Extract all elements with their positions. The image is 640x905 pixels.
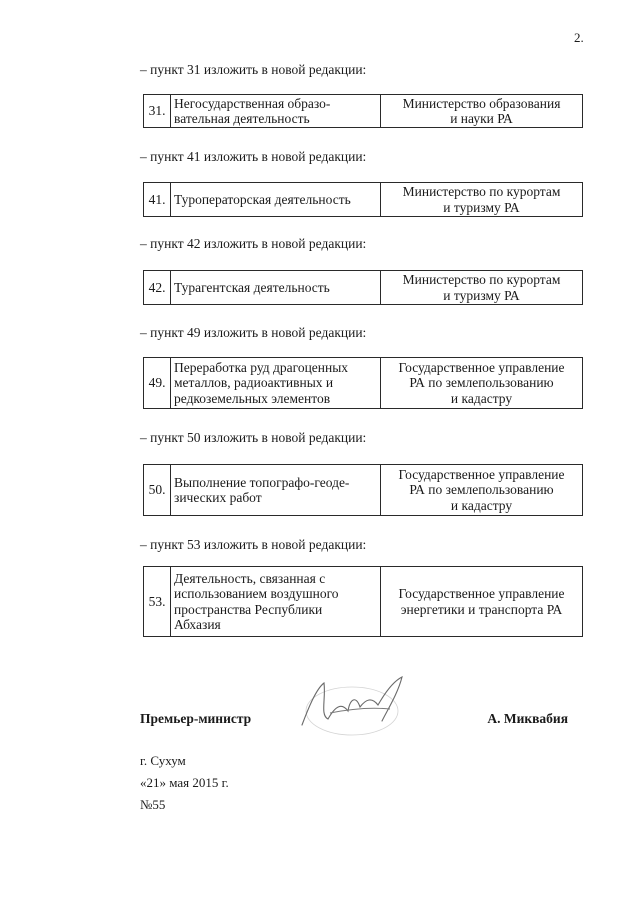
ministry-cell [381, 358, 583, 409]
amendment-intro: – пункт 50 изложить в новой редакции: [140, 430, 367, 445]
table-row [144, 183, 583, 217]
item-number: 53. [144, 567, 171, 637]
signature-block [140, 711, 580, 731]
activity-line: вательная деятельность [174, 111, 310, 126]
activity-line: зических работ [174, 490, 262, 505]
activity-line: металлов, радиоактивных и [174, 375, 334, 391]
handwritten-signature [290, 669, 430, 739]
activity-cell [171, 465, 381, 516]
ministry-line: и науки РА [450, 111, 513, 126]
amendment-table [143, 94, 583, 128]
ministry-line: Министерство по курортам [402, 272, 561, 287]
item-number: 42. [144, 271, 171, 305]
table-row [144, 567, 583, 637]
ministry-line: энергетики и транспорта РА [400, 601, 563, 617]
ministry-cell [381, 465, 583, 516]
activity-line: Переработка руд драгоценных [174, 359, 349, 375]
activity-line: Деятельность, связанная с [174, 570, 326, 586]
activity-line: Турагентская деятельность [174, 279, 330, 295]
ministry-line: и кадастру [450, 390, 513, 406]
document-date: «21» мая 2015 г. [140, 775, 229, 790]
ministry-line: Государственное управление [398, 586, 565, 601]
activity-cell [171, 183, 381, 217]
ministry-line: Государственное управление [398, 466, 565, 482]
item-number: 50. [144, 465, 171, 516]
ministry-cell [381, 567, 583, 637]
amendment-table [143, 357, 583, 409]
activity-cell [171, 567, 381, 637]
ministry-cell [381, 95, 583, 128]
ministry-cell [381, 271, 583, 305]
ministry-line: и кадастру [450, 497, 513, 513]
document-place: г. Сухум [140, 753, 186, 768]
amendment-intro: – пункт 41 изложить в новой редакции: [140, 149, 367, 164]
ministry-cell [381, 183, 583, 217]
ministry-line: Министерство образования [402, 95, 561, 111]
activity-cell [171, 358, 381, 409]
ministry-line: РА по землепользованию [409, 375, 554, 391]
amendment-intro: – пункт 49 изложить в новой редакции: [140, 325, 367, 340]
table-row [144, 465, 583, 516]
amendment-table [143, 182, 583, 217]
amendment-table [143, 270, 583, 305]
activity-line: редкоземельных элементов [174, 390, 331, 406]
activity-line: пространства Республики [174, 601, 323, 617]
amendment-intro: – пункт 31 изложить в новой редакции: [140, 62, 367, 77]
table-row [144, 358, 583, 409]
amendment-intro: – пункт 53 изложить в новой редакции: [140, 537, 367, 552]
signatory-name: А. Миквабия [487, 711, 568, 726]
ministry-line: Государственное управление [398, 359, 565, 375]
activity-line: использованием воздушного [174, 586, 339, 601]
amendment-table [143, 464, 583, 516]
signatory-title: Премьер-министр [140, 711, 252, 726]
item-number: 31. [144, 95, 171, 128]
activity-line: Выполнение топографо-геоде- [174, 474, 350, 490]
activity-line: Туроператорская деятельность [174, 191, 351, 207]
page-number: 2. [574, 30, 584, 45]
ministry-line: РА по землепользованию [409, 482, 554, 498]
item-number: 49. [144, 358, 171, 409]
activity-line: Негосударственная образо- [174, 95, 331, 111]
amendment-table [143, 566, 583, 637]
ministry-line: и туризму РА [443, 199, 520, 215]
ministry-line: и туризму РА [443, 287, 520, 303]
table-row [144, 271, 583, 305]
activity-cell [171, 95, 381, 128]
activity-cell [171, 271, 381, 305]
ministry-line: Министерство по курортам [402, 184, 561, 199]
document-number: №55 [140, 797, 166, 812]
amendment-intro: – пункт 42 изложить в новой редакции: [140, 236, 367, 251]
item-number: 41. [144, 183, 171, 217]
activity-line: Абхазия [174, 617, 221, 632]
table-row [144, 95, 583, 128]
